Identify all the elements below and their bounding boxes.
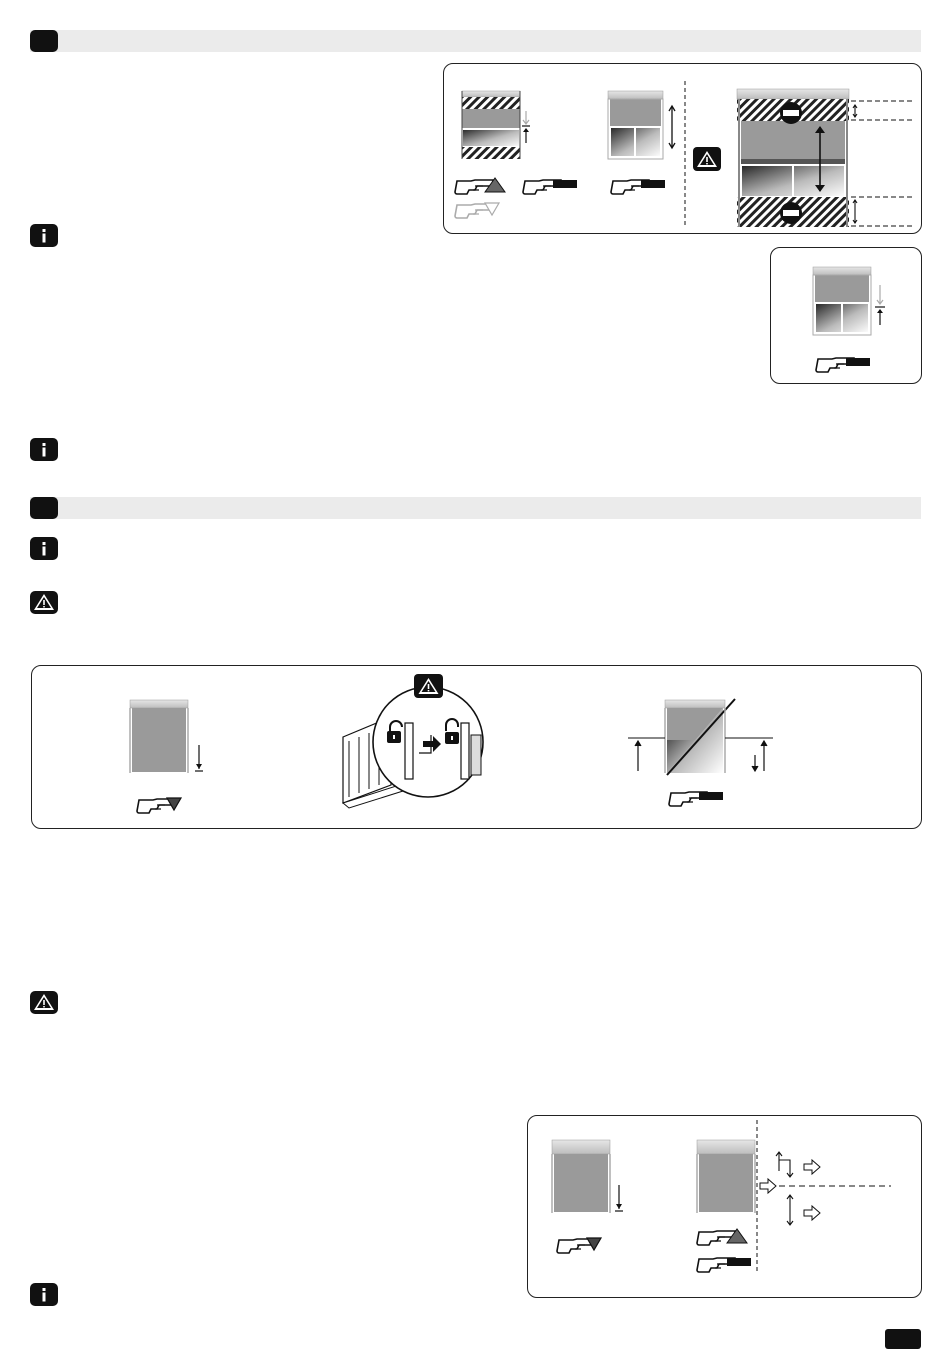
installation-figure [31,665,921,828]
section-number-badge [30,497,58,519]
fine-adjust-figure [770,247,921,383]
dashed-limit-lines [851,101,913,226]
page-number-badge [885,1329,921,1349]
limit-margin-arrows [853,105,857,223]
warning-triangle-icon [30,991,58,1014]
small-adjust-arrows [522,111,530,143]
down-arrow [615,1185,623,1211]
shade-window-travel [608,91,663,159]
step-arrows [776,1152,793,1225]
hand-down-button-icon [137,798,181,813]
info-icon [30,438,58,461]
section-number-badge [30,30,58,52]
shade-closed [697,1140,755,1213]
hand-stop-button-icon [697,1258,751,1272]
hand-up-button-icon [455,178,505,194]
small-adjust-arrows [875,285,885,325]
no-entry-icon [780,202,802,224]
hand-down-button-icon [557,1238,601,1253]
shade-closed [552,1140,610,1213]
hand-stop-button-icon [669,792,723,806]
hand-down-button-icon-inactive [455,203,499,218]
shade-window [813,267,871,335]
outline-arrow-right-icon [804,1160,820,1174]
warning-triangle-icon [30,591,58,614]
intermediate-position-figure [527,1115,921,1297]
warning-triangle-icon [414,674,443,698]
outline-arrow-right-icon [804,1206,820,1220]
window-lock-detail [343,687,483,808]
down-arrow [195,745,203,771]
info-icon [30,224,58,247]
info-icon [30,1283,58,1306]
limit-settings-figure [443,63,921,233]
shade-hatched-limits [462,91,520,159]
no-entry-icon [780,102,802,124]
section-header-bar [30,30,921,52]
info-icon [30,537,58,560]
warning-triangle-icon [693,147,721,171]
shade-closed [130,700,188,773]
section-header-bar [30,497,921,519]
double-arrow [669,106,675,148]
outline-arrow-right-icon [760,1179,776,1193]
hand-up-button-icon [697,1229,747,1245]
hand-stop-button-icon [816,358,870,372]
hand-stop-button-icon [523,180,577,194]
shade-diagonal-comparison [628,699,773,775]
hand-stop-button-icon [611,180,665,194]
